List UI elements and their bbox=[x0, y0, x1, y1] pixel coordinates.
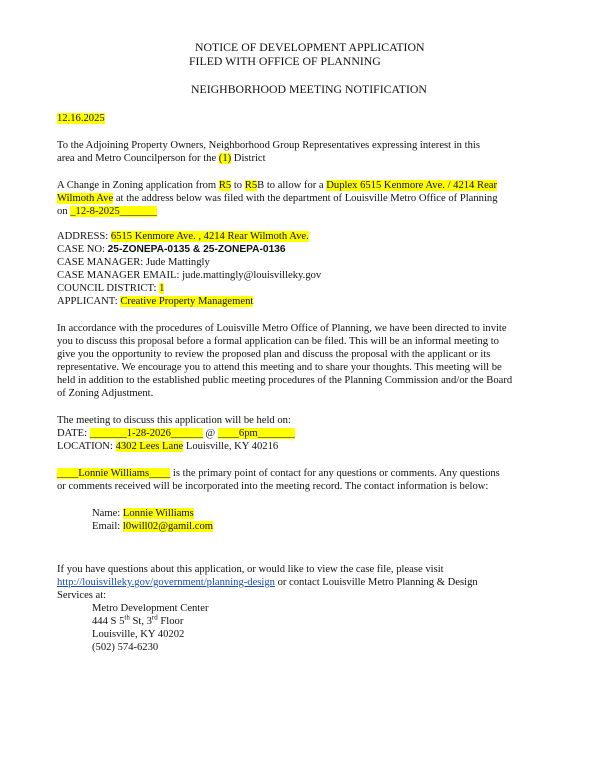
procedure-line-1: In accordance with the procedures of Louisville Metro Office of Planning, we have been directed to invite bbox=[57, 323, 507, 334]
zoning-change-line-1: A Change in Zoning application from R5 to R5B to allow for a Duplex 6515 Kenmore Ave. / 4214 Rear bbox=[57, 180, 498, 191]
council-district-value: 1 bbox=[159, 283, 165, 294]
meeting-time-value: ____6pm_______ bbox=[217, 428, 295, 439]
contact-email-value: l0will02@gamil.com bbox=[122, 521, 213, 532]
applicant-line: APPLICANT: Creative Property Management bbox=[57, 296, 254, 307]
planning-design-link[interactable]: http://louisvilleky.gov/government/planning-design bbox=[57, 577, 275, 588]
notice-date-value: 12.16.2025 bbox=[57, 113, 105, 124]
case-manager-value: Jude Mattingly bbox=[145, 257, 210, 268]
address-line: ADDRESS: 6515 Kenmore Ave. , 4214 Rear Wilmoth Ave. bbox=[57, 231, 309, 242]
meeting-date-line: DATE: _______1-28-2026______ @ ____6pm_______ bbox=[57, 428, 295, 439]
contact-email-line: Email: l0will02@gamil.com bbox=[92, 521, 213, 532]
zoning-from: R5 bbox=[218, 180, 232, 191]
contact-line-1: ____Lonnie Williams____ is the primary point of contact for any questions or comments. Any questions bbox=[57, 468, 500, 479]
contact-person: ____Lonnie Williams____ bbox=[57, 468, 171, 479]
meeting-intro: The meeting to discuss this application will be held on: bbox=[57, 415, 291, 426]
footer-line-2: http://louisvilleky.gov/government/planning-design or contact Louisville Metro Planning & Design bbox=[57, 577, 478, 588]
intro-line-1: To the Adjoining Property Owners, Neighborhood Group Representatives expressing interest in this bbox=[57, 140, 480, 151]
notice-date bbox=[57, 112, 105, 125]
filed-date: _12-8-2025_______ bbox=[70, 206, 157, 217]
intro-line-2: area and Metro Councilperson for the (1) District bbox=[57, 153, 266, 164]
case-manager-line: CASE MANAGER: Jude Mattingly bbox=[57, 257, 210, 268]
procedure-line-4: representative. We encourage you to attend this meeting and to share your thoughts. This meeting will be bbox=[57, 362, 502, 373]
meeting-location-line: LOCATION: 4302 Lees Lane Louisville, KY 40216 bbox=[57, 441, 279, 452]
zoning-change-line-2: Wilmoth Ave at the address below was filed with the department of Louisville Metro Office of Planning bbox=[57, 193, 498, 204]
council-district-line: COUNCIL DISTRICT: 1 bbox=[57, 283, 165, 294]
procedure-line-5: held in addition to the established public meeting procedures of the Planning Commission and/or the Board bbox=[57, 375, 513, 386]
footer-line-3: Services at: bbox=[57, 590, 107, 601]
case-number-line: CASE NO: 25-ZONEPA-0135 & 25-ZONEPA-0136 bbox=[57, 244, 286, 255]
office-phone: (502) 574-6230 bbox=[92, 642, 159, 653]
case-manager-email-value: jude.mattingly@louisvilleky.gov bbox=[182, 270, 322, 281]
proposal-description: Duplex 6515 Kenmore Ave. / 4214 Rear bbox=[326, 180, 498, 191]
office-name: Metro Development Center bbox=[92, 603, 209, 614]
address-value: 6515 Kenmore Ave. , 4214 Rear Wilmoth Ave. bbox=[110, 231, 309, 242]
meeting-date-value: _______1-28-2026______ bbox=[89, 428, 203, 439]
zoning-change-line-3: on _12-8-2025_______ bbox=[57, 206, 157, 217]
contact-name-line: Name: Lonnie Williams bbox=[92, 508, 194, 519]
procedure-line-3: give you the opportunity to review the proposed plan and discuss the proposal with the applicant or its bbox=[57, 349, 491, 360]
office-street: 444 S 5th St, 3rd Floor bbox=[92, 613, 184, 627]
meeting-location-value: 4302 Lees Lane bbox=[115, 441, 184, 452]
case-number-value: 25-ZONEPA-0135 & 25-ZONEPA-0136 bbox=[107, 244, 286, 255]
zoning-to: R5 bbox=[244, 180, 258, 191]
meeting-notification-title: NEIGHBORHOOD MEETING NOTIFICATION bbox=[191, 82, 427, 96]
procedure-line-6: of Zoning Adjustment. bbox=[57, 388, 154, 399]
footer-line-1: If you have questions about this application, or would like to view the case file, please visit bbox=[57, 564, 444, 575]
filed-with-title: FILED WITH OFFICE OF PLANNING bbox=[189, 54, 381, 68]
case-manager-email-line: CASE MANAGER EMAIL: jude.mattingly@louisvilleky.gov bbox=[57, 270, 322, 281]
contact-line-2: or comments received will be incorporated into the meeting record. The contact information is below: bbox=[57, 481, 489, 492]
contact-name-value: Lonnie Williams bbox=[122, 508, 194, 519]
notice-title: NOTICE OF DEVELOPMENT APPLICATION bbox=[195, 40, 425, 54]
office-city: Louisville, KY 40202 bbox=[92, 629, 185, 640]
proposal-description-cont: Wilmoth Ave bbox=[57, 193, 114, 204]
district-number: (1) bbox=[218, 153, 232, 164]
applicant-value: Creative Property Management bbox=[120, 296, 254, 307]
procedure-line-2: you to discuss this proposal before a formal application can be filed. This will be an informal meeting to bbox=[57, 336, 499, 347]
